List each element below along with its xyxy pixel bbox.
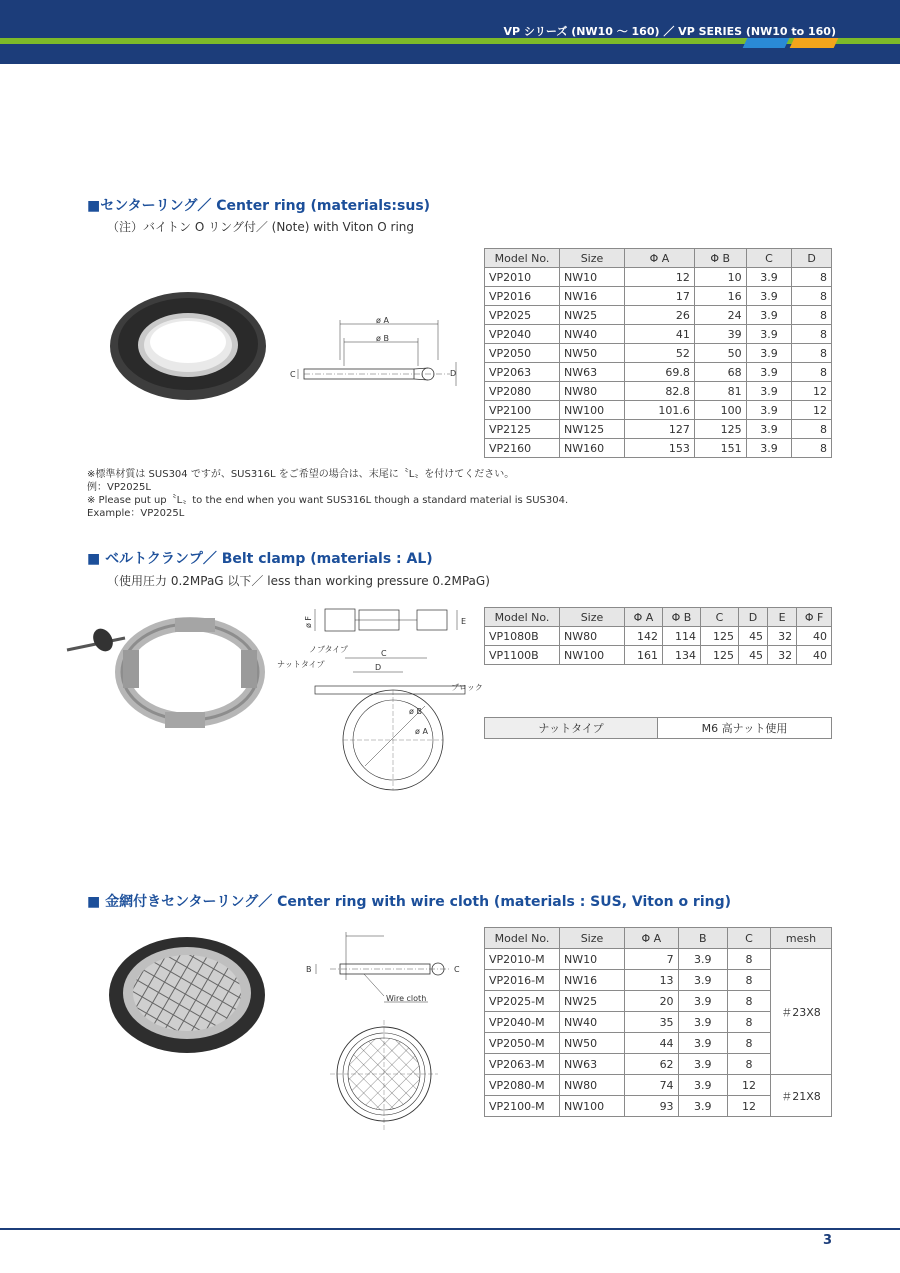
table-header-row <box>485 928 832 949</box>
table-cell: 62 <box>625 1054 679 1075</box>
table-cell: 16 <box>694 287 746 306</box>
table-cell: 20 <box>625 991 679 1012</box>
table-cell: 3.9 <box>746 344 792 363</box>
table-cell: NW63 <box>560 363 625 382</box>
table-cell: NW100 <box>560 646 625 665</box>
mesh-cell: ＃23X8 <box>771 949 832 1075</box>
drawing1-phiB-label: ø B <box>376 334 389 343</box>
table-cell: VP2010 <box>485 268 560 287</box>
col-phiF: Φ F <box>797 608 832 627</box>
table-cell: 134 <box>662 646 700 665</box>
table-cell: 3.9 <box>746 420 792 439</box>
table-cell: 74 <box>625 1075 679 1096</box>
table-cell: 100 <box>694 401 746 420</box>
table-cell: 114 <box>662 627 700 646</box>
table-cell: 81 <box>694 382 746 401</box>
table-cell: 8 <box>728 1012 771 1033</box>
table-cell: 32 <box>768 627 797 646</box>
drawing2-e-label: E <box>461 617 467 626</box>
table-cell: 7 <box>625 949 679 970</box>
wire-cloth-ring-drawing <box>300 930 470 1135</box>
header-orange-accent <box>790 38 839 48</box>
col-phiA: Φ A <box>625 928 679 949</box>
table-cell: NW100 <box>560 401 625 420</box>
table-cell: VP2040 <box>485 325 560 344</box>
table-cell: 3.9 <box>678 1075 727 1096</box>
belt-clamp-photo <box>65 610 265 735</box>
table-header-row <box>485 608 832 627</box>
table-cell: 8 <box>728 970 771 991</box>
drawing1-c-label: C <box>290 370 296 379</box>
table-cell: 8 <box>728 1054 771 1075</box>
drawing2-phiF-label: ø F <box>304 615 313 628</box>
table-cell: 8 <box>792 287 832 306</box>
table-row <box>485 420 832 439</box>
table-row <box>485 627 832 646</box>
table-cell: 13 <box>625 970 679 991</box>
table-row <box>485 1075 832 1096</box>
table-cell: NW40 <box>560 325 625 344</box>
table-cell: 3.9 <box>678 970 727 991</box>
belt-clamp-drawing <box>275 606 485 796</box>
table-cell: 3.9 <box>746 382 792 401</box>
table-cell: 12 <box>728 1075 771 1096</box>
col-e: E <box>768 608 797 627</box>
table-cell: NW50 <box>560 1033 625 1054</box>
col-model: Model No. <box>485 928 560 949</box>
table-cell: 3.9 <box>746 287 792 306</box>
drawing1-phiA-label: ø A <box>376 316 389 325</box>
col-b: B <box>678 928 727 949</box>
table-row <box>485 646 832 665</box>
table-cell: 17 <box>625 287 695 306</box>
table-cell: 40 <box>797 646 832 665</box>
table-cell: VP2080 <box>485 382 560 401</box>
table-cell: 3.9 <box>678 1054 727 1075</box>
table-cell: 3.9 <box>678 1033 727 1054</box>
table-cell: VP1100B <box>485 646 560 665</box>
col-size: Size <box>560 928 625 949</box>
table-cell: NW100 <box>560 1096 625 1117</box>
table-cell: VP2050-M <box>485 1033 560 1054</box>
table-cell: 69.8 <box>625 363 695 382</box>
wire-cloth-ring-photo <box>108 935 268 1055</box>
table-row <box>485 439 832 458</box>
table-cell: 8 <box>728 1033 771 1054</box>
col-phiB: Φ B <box>662 608 700 627</box>
table-cell: 12 <box>728 1096 771 1117</box>
table-cell: VP2063 <box>485 363 560 382</box>
table-cell: NW16 <box>560 287 625 306</box>
table-cell: 3.9 <box>678 949 727 970</box>
table-cell: 125 <box>694 420 746 439</box>
col-mesh: mesh <box>771 928 832 949</box>
table-cell: 3.9 <box>746 401 792 420</box>
drawing2-nut-label: ナットタイプ <box>277 660 325 669</box>
table-cell: 8 <box>792 306 832 325</box>
drawing2-block-label: ブロック <box>451 683 483 692</box>
table-row <box>485 949 832 970</box>
col-c: C <box>728 928 771 949</box>
footnote-line: ※ Please put up〝L〟to the end when you want SUS316L though a standard material is SUS304. <box>87 495 569 506</box>
table-cell: 24 <box>694 306 746 325</box>
center-ring-drawing <box>290 312 465 397</box>
table-cell: VP2025 <box>485 306 560 325</box>
table-cell: 8 <box>792 325 832 344</box>
col-phiA: Φ A <box>625 608 663 627</box>
table-cell: NW10 <box>560 268 625 287</box>
table-row <box>485 287 832 306</box>
table-cell: 3.9 <box>746 363 792 382</box>
belt-clamp-table <box>484 607 832 665</box>
drawing2-d-label: D <box>375 663 382 672</box>
table-cell: 45 <box>738 646 767 665</box>
table-cell: NW80 <box>560 627 625 646</box>
table-cell: 142 <box>625 627 663 646</box>
table-cell: VP2100-M <box>485 1096 560 1117</box>
table-cell: 35 <box>625 1012 679 1033</box>
footnote-line: 例：VP2025L <box>87 482 151 493</box>
section3-title: ■ 金網付きセンターリング／ Center ring with wire cloth (materials : SUS, Viton o ring) <box>87 894 732 910</box>
col-model: Model No. <box>485 608 560 627</box>
section1-title: ■センターリング／ Center ring (materials:sus) <box>87 198 431 214</box>
table-cell: 93 <box>625 1096 679 1117</box>
table-cell: 3.9 <box>746 306 792 325</box>
table-cell: 12 <box>792 382 832 401</box>
col-d: D <box>792 249 832 268</box>
section1-note: （注）バイトン O リング付／ (Note) with Viton O ring <box>107 220 415 234</box>
table-cell: 8 <box>792 420 832 439</box>
table-cell: 3.9 <box>678 1012 727 1033</box>
table-cell: NW10 <box>560 949 625 970</box>
table-row <box>485 306 832 325</box>
table-cell: VP2050 <box>485 344 560 363</box>
table-cell: 3.9 <box>678 1096 727 1117</box>
table-cell: 44 <box>625 1033 679 1054</box>
table-cell: 153 <box>625 439 695 458</box>
table-row <box>485 344 832 363</box>
table-cell: 8 <box>792 439 832 458</box>
table-row <box>485 401 832 420</box>
table-cell: 32 <box>768 646 797 665</box>
drawing2-phiB-label: ø B <box>409 707 422 716</box>
table-cell: 45 <box>738 627 767 646</box>
header-title: VP シリーズ (NW10 〜 160) ／ VP SERIES (NW10 to 160) <box>503 25 836 38</box>
section2-title: ■ ベルトクランプ／ Belt clamp (materials : AL) <box>87 551 433 567</box>
wire-cloth-ring-table <box>484 927 832 1117</box>
footer-line <box>0 1228 900 1230</box>
table-cell: 3.9 <box>678 991 727 1012</box>
table-cell: 8 <box>728 991 771 1012</box>
table-cell: 82.8 <box>625 382 695 401</box>
drawing3-b-label: B <box>306 965 312 974</box>
table-cell: 151 <box>694 439 746 458</box>
drawing1-d-label: D <box>450 369 457 378</box>
drawing2-c-label: C <box>381 649 387 658</box>
footnote-line: ※標準材質は SUS304 ですが、SUS316L をご希望の場合は、末尾に〝L〟を付けてください。 <box>87 469 515 480</box>
table-cell: VP2080-M <box>485 1075 560 1096</box>
table-cell: NW160 <box>560 439 625 458</box>
page-number: 3 <box>822 1233 832 1248</box>
drawing3-c-label: C <box>454 965 460 974</box>
nut-type-value: M6 高ナット使用 <box>658 718 832 739</box>
table-cell: 12 <box>625 268 695 287</box>
table-cell: NW80 <box>560 1075 625 1096</box>
header-blue-accent <box>743 38 790 48</box>
header-bar <box>0 0 900 64</box>
table-row <box>485 325 832 344</box>
section2-note: （使用圧力 0.2MPaG 以下／ less than working pressure 0.2MPaG) <box>107 574 490 588</box>
table-cell: 161 <box>625 646 663 665</box>
col-c: C <box>700 608 738 627</box>
table-cell: NW80 <box>560 382 625 401</box>
table-cell: VP2016 <box>485 287 560 306</box>
table-cell: VP2040-M <box>485 1012 560 1033</box>
table-cell: 52 <box>625 344 695 363</box>
nut-type-label: ナットタイプ <box>485 718 658 739</box>
col-size: Size <box>560 608 625 627</box>
col-c: C <box>746 249 792 268</box>
center-ring-photo <box>108 290 270 402</box>
table-cell: 101.6 <box>625 401 695 420</box>
drawing3-wire-label: Wire cloth <box>386 994 427 1003</box>
table-cell: NW40 <box>560 1012 625 1033</box>
table-cell: 8 <box>728 949 771 970</box>
col-size: Size <box>560 249 625 268</box>
table-cell: 125 <box>700 627 738 646</box>
footnote-line: Example：VP2025L <box>87 508 185 519</box>
table-cell: 8 <box>792 268 832 287</box>
table-row <box>485 363 832 382</box>
table-cell: NW25 <box>560 991 625 1012</box>
nut-type-table <box>484 717 832 739</box>
table-header-row <box>485 249 832 268</box>
table-cell: VP2010-M <box>485 949 560 970</box>
table-cell: NW63 <box>560 1054 625 1075</box>
table-cell: VP2160 <box>485 439 560 458</box>
drawing2-knob-label: ノブタイプ <box>309 645 349 654</box>
table-cell: VP2063-M <box>485 1054 560 1075</box>
table-row <box>485 382 832 401</box>
nut-type-row <box>485 718 832 739</box>
table-cell: NW25 <box>560 306 625 325</box>
table-cell: 40 <box>797 627 832 646</box>
table-cell: 8 <box>792 363 832 382</box>
section1-footnotes <box>87 468 568 520</box>
mesh-cell: ＃21X8 <box>771 1075 832 1117</box>
table-cell: 39 <box>694 325 746 344</box>
table-cell: 26 <box>625 306 695 325</box>
table-cell: 68 <box>694 363 746 382</box>
col-model: Model No. <box>485 249 560 268</box>
table-cell: 127 <box>625 420 695 439</box>
table-cell: 3.9 <box>746 325 792 344</box>
table-cell: 10 <box>694 268 746 287</box>
table-cell: 125 <box>700 646 738 665</box>
table-cell: NW50 <box>560 344 625 363</box>
table-cell: VP1080B <box>485 627 560 646</box>
col-phiA: Φ A <box>625 249 695 268</box>
col-phiB: Φ B <box>694 249 746 268</box>
table-cell: VP2025-M <box>485 991 560 1012</box>
table-row <box>485 268 832 287</box>
table-cell: 41 <box>625 325 695 344</box>
table-cell: 3.9 <box>746 439 792 458</box>
table-cell: 3.9 <box>746 268 792 287</box>
table-cell: 8 <box>792 344 832 363</box>
col-d: D <box>738 608 767 627</box>
drawing2-phiA-label: ø A <box>415 727 428 736</box>
table-cell: 12 <box>792 401 832 420</box>
table-cell: NW125 <box>560 420 625 439</box>
table-cell: VP2016-M <box>485 970 560 991</box>
table-cell: VP2125 <box>485 420 560 439</box>
center-ring-table <box>484 248 832 458</box>
table-cell: NW16 <box>560 970 625 991</box>
table-cell: VP2100 <box>485 401 560 420</box>
table-cell: 50 <box>694 344 746 363</box>
